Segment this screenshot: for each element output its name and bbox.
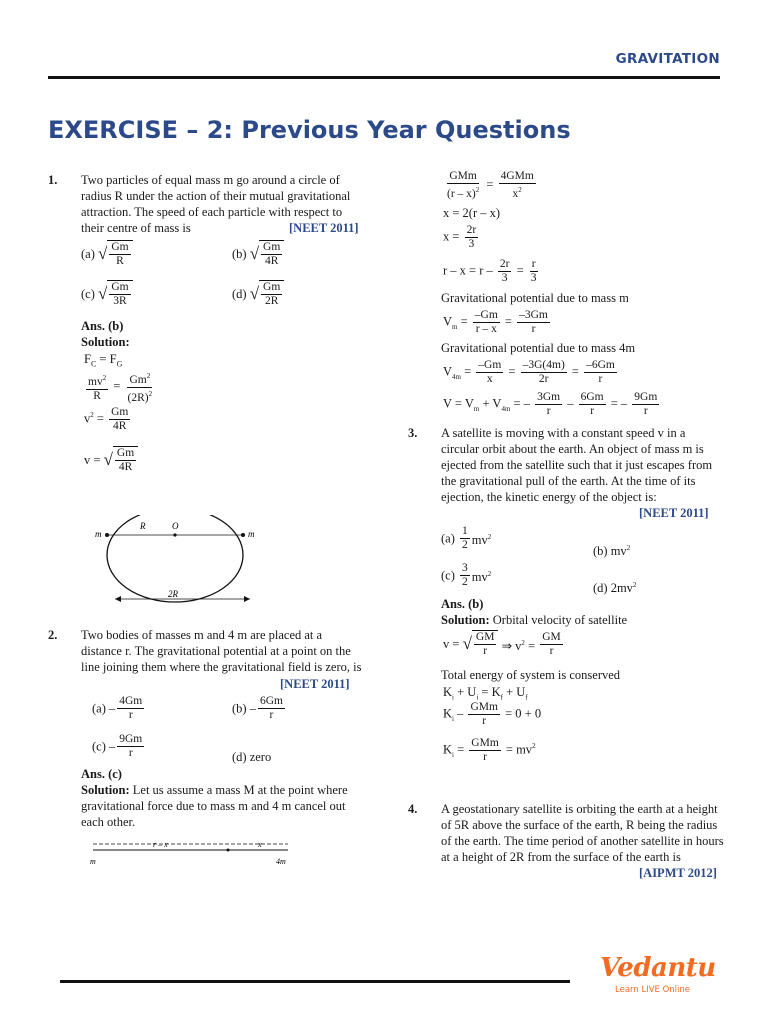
q4-text: A geostationary satellite is orbiting the earth at a height of 5R above the surface of the earth, R being the radius of the earth. The time period of another satellite in hours at a height of 2R from the surface of the earth is <box>441 802 724 864</box>
q1-text: Two particles of equal mass m go around a circle of radius R under the action of their mutual gravitational attraction. The speed of each particle with respect to their centre of mass is <box>81 173 351 235</box>
point-dot <box>227 849 230 852</box>
q4-tag: [AIPMT 2012] <box>639 866 717 880</box>
chapter-title: GRAVITATION <box>615 51 720 67</box>
fig-dia: 2R <box>168 589 178 599</box>
q2-pot-m-label: Gravitational potential due to mass m <box>441 291 629 305</box>
logo-tagline: Learn LIVE Online <box>615 985 691 995</box>
q1-number: 1. <box>48 173 58 187</box>
header-rule <box>48 76 720 79</box>
q1-solution-label: Solution: <box>81 335 130 349</box>
q2-option-c: (c) – $\frac{9Gm}{r}$ <box>92 733 143 759</box>
q2-solution: Solution: Let us assume a mass M at the point where gravitational force due to mass m and 4 m cancel out each other. <box>81 783 348 829</box>
q1-option-b: (b) √ $\frac{Gm}{4R}$ <box>232 240 284 268</box>
fig-m-left: m <box>95 529 102 539</box>
q3-answer: Ans. (b) <box>441 597 484 611</box>
q2-eq-vm: $V_m$ = $\frac{-Gm}{r - x}$ = $\frac{-3Gm}{r}$ <box>443 309 548 335</box>
q3-solution: Solution: Orbital velocity of satellite <box>441 613 628 627</box>
centre-dot <box>173 533 176 536</box>
q2-line-figure <box>88 836 298 868</box>
fig-4m: 4m <box>276 857 286 866</box>
q1-eq-v2: $v^2$ = $\frac{Gm}{4R}$ <box>84 406 129 432</box>
q1-answer: Ans. (b) <box>81 319 124 333</box>
q1-tag: [NEET 2011] <box>289 221 359 235</box>
q3-option-b: (b) $mv^2$ <box>593 544 631 559</box>
q2-eq-x: x = $\frac{2r}{3}$ <box>443 224 477 250</box>
q3-eq-orbital-velocity: v = √ $\frac{GM}{r}$ ⇒ $v^2$ = $\frac{GM}{r}$ <box>443 630 561 657</box>
q1-eq-force: $F_C = F_G$ <box>84 352 123 369</box>
q3-eq-conservation: $K_i + U_i = K_f + U_f$ <box>443 685 528 702</box>
q2-pot-4m-label: Gravitational potential due to mass 4m <box>441 341 636 355</box>
dia-arrow-right <box>244 596 250 602</box>
q3-energy-text: Total energy of system is conserved <box>441 668 621 682</box>
q2-eq-r-minus-x: r – x = r – $\frac{2r}{3}$ = $\frac{r}{3}$ <box>443 258 537 284</box>
mass-right-dot <box>241 533 245 537</box>
q3-number: 3. <box>408 426 418 440</box>
dia-arrow-left <box>115 596 121 602</box>
q3-option-c: (c) $\frac{3}{2}$ $mv^2$ <box>441 562 492 588</box>
q1-option-a: (a) √ $\frac{Gm}{R}$ <box>81 240 133 268</box>
q3-option-d: (d) $2mv^2$ <box>593 581 637 596</box>
q2-option-d: (d) zero <box>232 750 272 764</box>
q2-number: 2. <box>48 628 58 642</box>
q2-eq-field-balance: $\frac{\text{GMm}}{(r - x)^2}$ = $\frac{\text{4GMm}}{x^2}$ <box>447 170 534 200</box>
q2-tag: [NEET 2011] <box>280 677 350 691</box>
q2-text: Two bodies of masses m and 4 m are placed at a distance r. The gravitational potential at a point on the line joining them where the gravitational field is zero, is <box>81 628 362 674</box>
fig-m: m <box>90 857 96 866</box>
q3-text: A satellite is moving with a constant speed v in a circular orbit about the earth. An object of mass m is ejected from the satellite such that it just escapes from the gravitational pull of the earth. At the time of its ejection, the kinetic energy of the object is: <box>441 426 713 504</box>
q1-option-d: (d) √ $\frac{Gm}{2R}$ <box>232 280 284 308</box>
fig-rx: r – x <box>153 840 168 849</box>
q1-eq-balance: $\frac{mv^2}{R}$ = $\frac{Gm^2}{(2R)^2}$ <box>88 372 153 404</box>
q2-eq-total-v: $V = V_m + V_{4m}$ = – $\frac{3Gm}{r}$ – $\frac{6Gm}{r}$ = – $\frac{9Gm}{r}$ <box>443 391 658 417</box>
fig-m-right: m <box>248 529 255 539</box>
q4-number: 4. <box>408 802 418 816</box>
q3-eq-ki-result: $K_i$ = $\frac{\text{GMm}}{r}$ = $mv^2$ <box>443 737 536 763</box>
logo-wordmark: Vedantu <box>600 953 716 983</box>
q1-circle-figure <box>90 515 280 610</box>
q2-eq-x-relation: x = 2(r – x) <box>443 206 501 220</box>
q3-tag: [NEET 2011] <box>639 506 709 520</box>
brand-logo <box>600 953 716 995</box>
q1-option-c: (c) √ $\frac{Gm}{3R}$ <box>81 280 133 308</box>
q2-option-b: (b) – $\frac{6Gm}{r}$ <box>232 695 283 721</box>
q3-eq-ki-zero: $K_i$ – $\frac{\text{GMm}}{r}$ = 0 + 0 <box>443 701 542 727</box>
fig-x: x <box>258 840 262 849</box>
fig-r: R <box>140 521 146 531</box>
q2-eq-v4m: $V_{4m}$ = $\frac{-Gm}{x}$ = $\frac{-3G(4m)}{2r}$ = $\frac{-6Gm}{r}$ <box>443 359 615 385</box>
exercise-heading: EXERCISE – 2: Previous Year Questions <box>48 116 571 144</box>
mass-left-dot <box>105 533 109 537</box>
q2-answer: Ans. (c) <box>81 767 122 781</box>
q3-option-a: (a) $\frac{1}{2}$ $mv^2$ <box>441 525 492 551</box>
fig-o: O <box>172 521 179 531</box>
footer-rule <box>60 980 570 983</box>
q1-eq-v: v = √ $\frac{Gm}{4R}$ <box>84 446 138 474</box>
q2-option-a: (a) – $\frac{4Gm}{r}$ <box>92 695 143 721</box>
